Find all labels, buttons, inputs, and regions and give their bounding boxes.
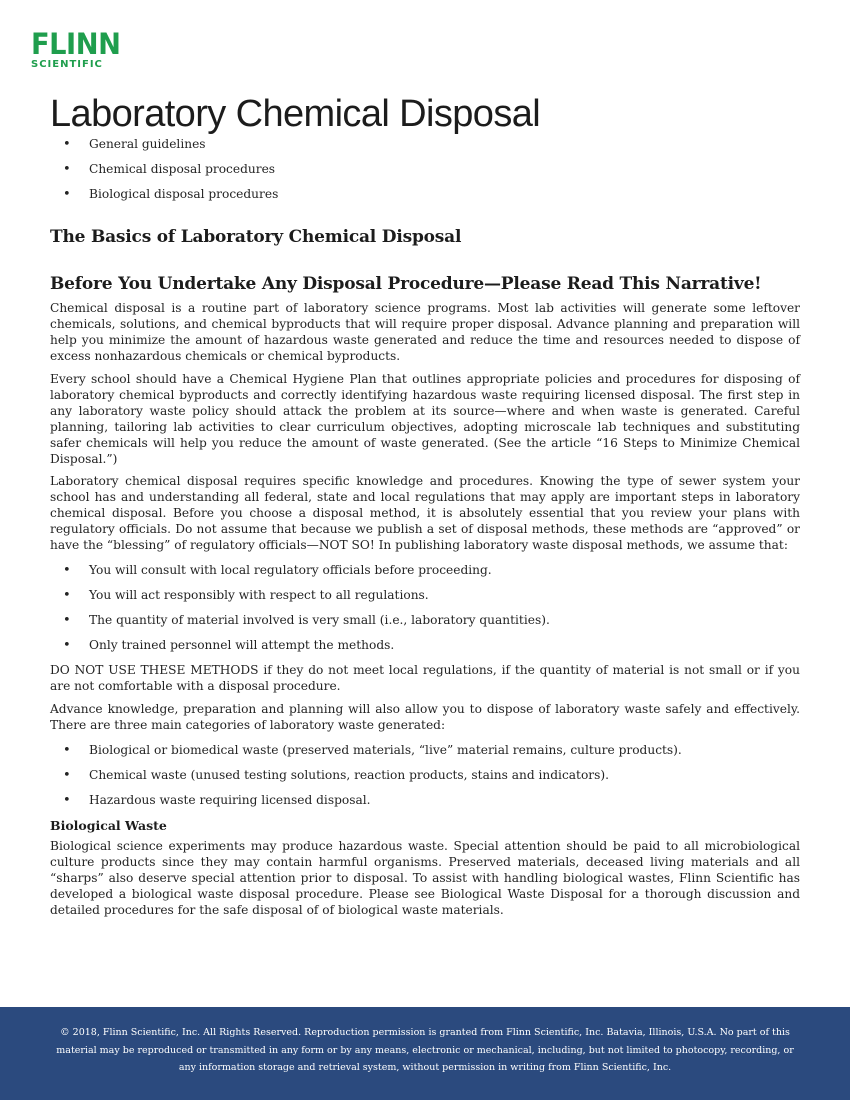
list-item: • Biological or biomedical waste (preserved materials, “live” material remains, culture products).	[50, 738, 800, 763]
document-body	[50, 132, 800, 918]
paragraph: Every school should have a Chemical Hygiene Plan that outlines appropriate policies and procedures for disposing of laboratory chemical byproducts and correctly identifying hazardous waste requiring licensed disposal. The first step in any laboratory waste policy should attack the problem at its source—where and when waste is generated. Careful planning, tailoring lab activities to clear curriculum objectives, adopting microscale lab techniques and substituting safer chemicals will help you reduce the amount of waste generated. (See the article “16 Steps to Minimize Chemical Disposal.”)	[50, 371, 800, 466]
paragraph: Chemical disposal is a routine part of laboratory science programs. Most lab activities will generate some leftover chemicals, solutions, and chemical byproducts that will require proper disposal. Advance planning and preparation will help you minimize the amount of hazardous waste generated and reduce the time and resources needed to dispose of excess nonhazardous chemicals or chemical byproducts.	[50, 301, 800, 363]
warning-paragraph: DO NOT USE THESE METHODS if they do not meet local regulations, if the quantity of material is not small or if you are not comfortable with a disposal procedure.	[50, 663, 800, 693]
list-item: • You will act responsibly with respect to all regulations.	[50, 583, 800, 608]
assumptions-list	[50, 558, 800, 658]
paragraph: Laboratory chemical disposal requires specific knowledge and procedures. Knowing the type of sewer system your school has and understanding all federal, state and local regulations that may apply are important steps in laboratory chemical disposal. Before you choose a disposal method, it is absolutely essential that you review your plans with regulatory officials. Do not assume that because we publish a set of disposal methods, these methods are “approved” or have the “blessing” of regulatory officials—NOT SO! In publishing laboratory waste disposal methods, we assume that:	[50, 474, 800, 552]
flinn-scientific-logo	[31, 27, 131, 70]
biological-paragraph: Biological science experiments may produce hazardous waste. Special attention should be paid to all microbiological culture products since they may contain harmful organisms. Preserved materials, deceased living materials and all “sharps” also deserve special attention prior to disposal. To assist with handling biological wastes, Flinn Scientific has developed a biological waste disposal procedure. Please see Biological Waste Disposal for a thorough discussion and detailed procedures for the safe disposal of of biological waste materials.	[50, 838, 800, 917]
list-item: • The quantity of material involved is very small (i.e., laboratory quantities).	[50, 608, 800, 633]
narrative-paragraphs	[50, 300, 800, 553]
section-heading-before: Before You Undertake Any Disposal Procedure—Please Read This Narrative!	[50, 274, 762, 294]
list-item: • Only trained personnel will attempt the methods.	[50, 633, 800, 658]
list-item: • Chemical disposal procedures	[50, 157, 800, 182]
list-item: • General guidelines	[50, 132, 800, 157]
logo-wordmark: FLINN	[31, 27, 121, 61]
list-item: • You will consult with local regulatory officials before proceeding.	[50, 558, 800, 583]
page-title: Laboratory Chemical Disposal	[50, 93, 541, 135]
list-item: • Chemical waste (unused testing solutions, reaction products, stains and indicators).	[50, 763, 800, 788]
waste-categories-list	[50, 738, 800, 813]
list-item: • Hazardous waste requiring licensed disposal.	[50, 788, 800, 813]
copyright-text: © 2018, Flinn Scientific, Inc. All Rights Reserved. Reproduction permission is granted from Flinn Scientific, Inc. Batavia, Illinois, U.S.A. No part of this material may be reproduced or transmitted in any form or by any means, electronic or mechanical, including, but not limited to photocopy, recording, or any information storage and retrieval system, without permission in writing from Flinn Scientific, Inc.	[56, 1027, 794, 1073]
logo-subtitle: SCIENTIFIC	[31, 59, 103, 70]
section-heading-basics: The Basics of Laboratory Chemical Disposal	[50, 227, 462, 247]
warning-section	[50, 662, 800, 733]
list-item: • Biological disposal procedures	[50, 182, 800, 207]
intro-list	[50, 132, 800, 207]
subheading-biological-waste: Biological Waste	[50, 817, 167, 833]
copyright-footer	[0, 1007, 850, 1100]
advance-paragraph: Advance knowledge, preparation and planning will also allow you to dispose of laboratory waste safely and effectively. There are three main categories of laboratory waste generated:	[50, 701, 800, 732]
